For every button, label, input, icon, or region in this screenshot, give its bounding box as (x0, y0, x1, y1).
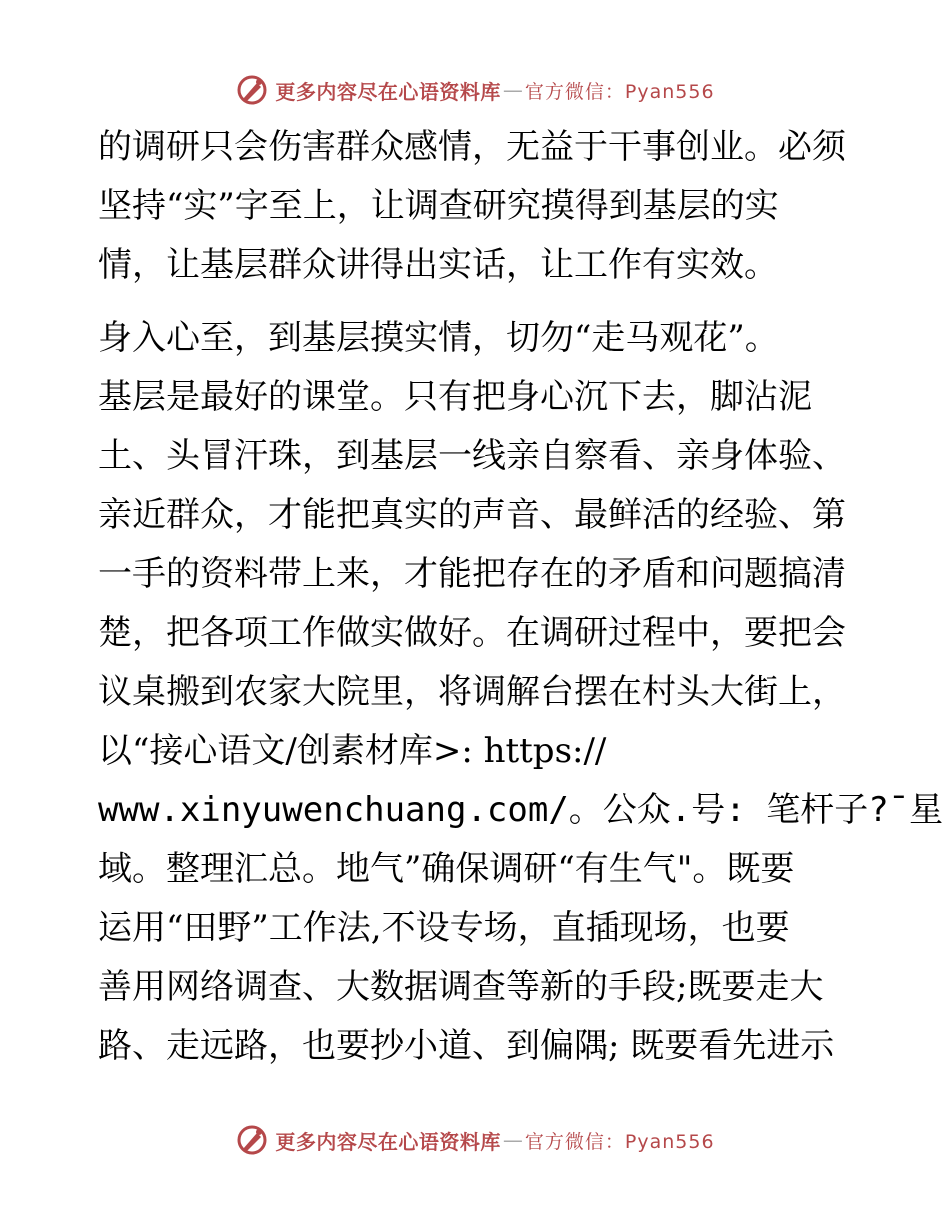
text-line: 运用“田野”工作法,不设专场，直插现场，也要 (98, 908, 790, 948)
text-line-url: www.xinyuwenchuang.com/。公众.号: 笔杆子?¯星 (98, 790, 944, 830)
text-line: 域。整理汇总。地气”确保调研“有生气"。既要 (98, 849, 795, 889)
text-line: 亲近群众，才能把真实的声音、最鲜活的经验、第 (98, 495, 846, 535)
text-line: 土、头冒汗珠，到基层一线亲自察看、亲身体验、 (98, 436, 846, 476)
brand-logo-icon (235, 1123, 269, 1157)
watermark-separator: — (502, 1128, 523, 1152)
text-line: 身入心至，到基层摸实情，切勿“走马观花”。 (98, 318, 779, 358)
document-body (98, 118, 944, 1076)
text-line: 路、走远路，也要抄小道、到偏隅; 既要看先进示 (98, 1026, 835, 1066)
text-line: 议桌搬到农家大院里，将调解台摆在村头大街上， (98, 672, 846, 712)
text-line: 一手的资料带上来，才能把存在的矛盾和问题搞清 (98, 554, 846, 594)
watermark-contact-text: 官方微信：Pyan556 (524, 1130, 715, 1153)
footer-watermark (0, 1120, 950, 1160)
header-watermark (0, 70, 950, 110)
watermark-brand-text: 更多内容尽在心语资料库 (275, 1129, 501, 1154)
text-line: 的调研只会伤害群众感情，无益于干事创业。必须 (98, 127, 846, 167)
text-line: 楚，把各项工作做实做好。在调研过程中，要把会 (98, 613, 846, 653)
watermark-contact-text: 官方微信：Pyan556 (524, 80, 715, 103)
watermark-separator: — (502, 78, 523, 102)
paragraph-2 (98, 309, 944, 1076)
brand-logo-icon (235, 73, 269, 107)
text-line: 以“接心语文/创素材库>: https:// (98, 731, 607, 771)
text-line: 坚持“实”字至上，让调查研究摸得到基层的实 (98, 186, 779, 226)
text-line: 善用网络调查、大数据调查等新的手段;既要走大 (98, 967, 824, 1007)
paragraph-1 (98, 118, 858, 295)
paragraph-gap (98, 295, 858, 309)
watermark-brand-text: 更多内容尽在心语资料库 (275, 79, 501, 104)
text-line: 基层是最好的课堂。只有把身心沉下去，脚沾泥 (98, 377, 812, 417)
text-line: 情，让基层群众讲得出实话，让工作有实效。 (98, 245, 778, 285)
